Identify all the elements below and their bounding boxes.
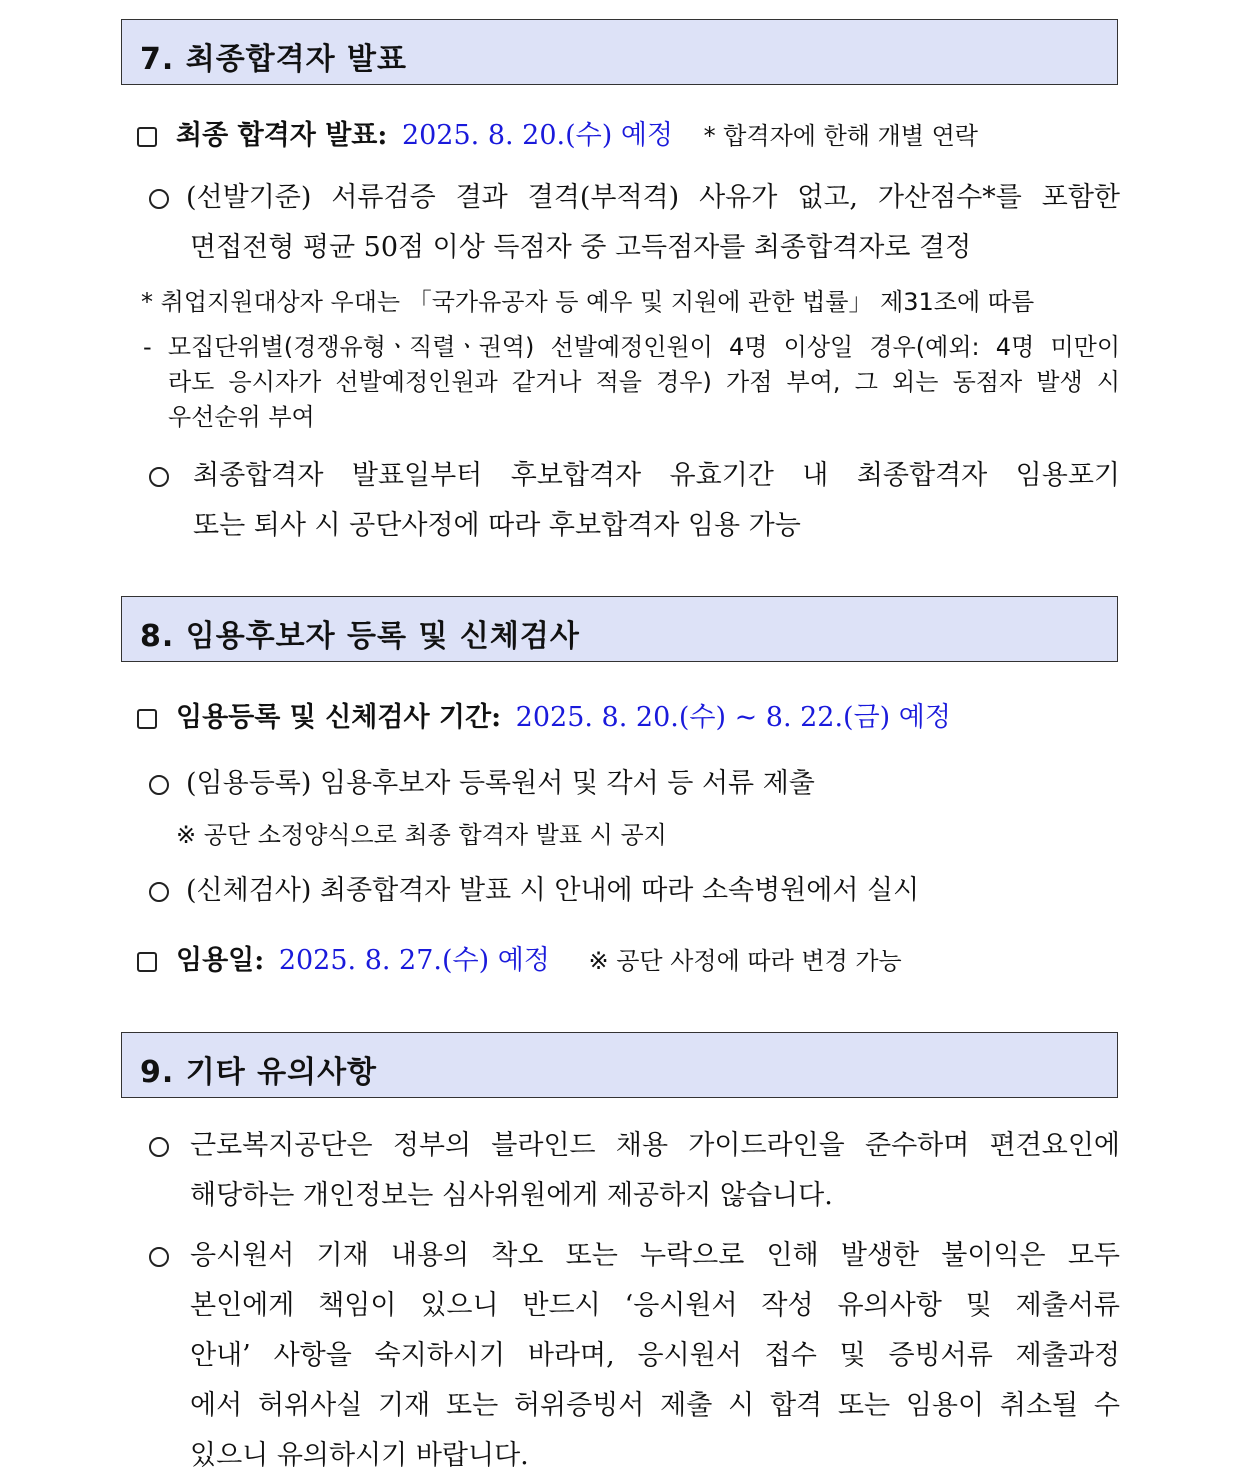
footnote-dash-line-1: - 모집단위별(경쟁유형ㆍ직렬ㆍ권역) 선발예정인원이 4명 이상일 경우(예외: 4명 미만이 [143,333,1120,361]
appoint-date: 2025. 8. 27.(수) 예정 [278,945,550,976]
notice-2-line-5: 있으니 유의하시기 바랍니다. [190,1440,529,1471]
section-7-title: 7. 최종합격자 발표 [140,42,408,77]
medical-text: (신체검사) 최종합격자 발표 시 안내에 따라 소속병원에서 실시 [186,875,920,906]
announce-row [176,120,978,152]
checkbox-square-icon [137,127,157,147]
notice-1-line-2: 해당하는 개인정보는 심사위원에게 제공하지 않습니다. [190,1180,833,1211]
circle-bullet-icon [149,1137,169,1157]
period-row [176,702,951,734]
criteria-line-1: (선발기준) 서류검증 결과 결격(부적격) 사유가 없고, 가산점수*를 포함한 [186,182,1120,213]
circle-bullet-icon [149,882,169,902]
section-8-header [121,596,1118,662]
circle-bullet-icon [149,467,169,487]
footnote: * 취업지원대상자 우대는 「국가유공자 등 예우 및 지원에 관한 법률」 제31조에 따름 [141,288,1035,316]
section-9-header [121,1032,1118,1098]
footnote-dash-line-2: 라도 응시자가 선발예정인원과 같거나 적을 경우) 가점 부여, 그 외는 동점자 발생 시 [168,368,1120,396]
criteria-line-2: 면접전형 평균 50점 이상 득점자 중 고득점자를 최종합격자로 결정 [190,232,972,263]
announce-date: 2025. 8. 20.(수) 예정 [401,120,673,151]
notice-2-line-3: 안내’ 사항을 숙지하시기 바라며, 응시원서 접수 및 증빙서류 제출과정 [190,1340,1120,1371]
period-date: 2025. 8. 20.(수) ~ 8. 22.(금) 예정 [515,702,951,733]
period-label: 임용등록 및 신체검사 기간: [176,702,502,733]
notice-2-line-4: 에서 허위사실 기재 또는 허위증빙서 제출 시 합격 또는 임용이 취소될 수 [190,1390,1120,1421]
register-text: (임용등록) 임용후보자 등록원서 및 각서 등 서류 제출 [186,768,815,799]
notice-1-line-1: 근로복지공단은 정부의 블라인드 채용 가이드라인을 준수하며 편견요인에 [190,1130,1120,1161]
appoint-note: ※ 공단 사정에 따라 변경 가능 [588,947,902,975]
notice-2-line-2: 본인에게 책임이 있으니 반드시 ‘응시원서 작성 유의사항 및 제출서류 [190,1290,1120,1321]
appoint-label: 임용일: [176,945,265,976]
circle-bullet-icon [149,189,169,209]
announce-label: 최종 합격자 발표: [176,120,388,151]
footnote-dash-line-3: 우선순위 부여 [168,403,315,431]
announce-note: * 합격자에 한해 개별 연락 [703,122,978,150]
section-7-header [121,19,1118,85]
register-note: ※ 공단 소정양식으로 최종 합격자 발표 시 공지 [176,821,667,849]
circle-bullet-icon [149,1247,169,1267]
section-8-title: 8. 임용후보자 등록 및 신체검사 [140,619,580,654]
notice-2-line-1: 응시원서 기재 내용의 착오 또는 누락으로 인해 발생한 불이익은 모두 [190,1240,1120,1271]
checkbox-square-icon [137,709,157,729]
section-9-title: 9. 기타 유의사항 [140,1055,378,1090]
reserve-line-1: 최종합격자 발표일부터 후보합격자 유효기간 내 최종합격자 임용포기 [193,460,1120,491]
appoint-row [176,945,902,977]
reserve-line-2: 또는 퇴사 시 공단사정에 따라 후보합격자 임용 가능 [193,510,801,541]
circle-bullet-icon [149,775,169,795]
checkbox-square-icon [137,952,157,972]
